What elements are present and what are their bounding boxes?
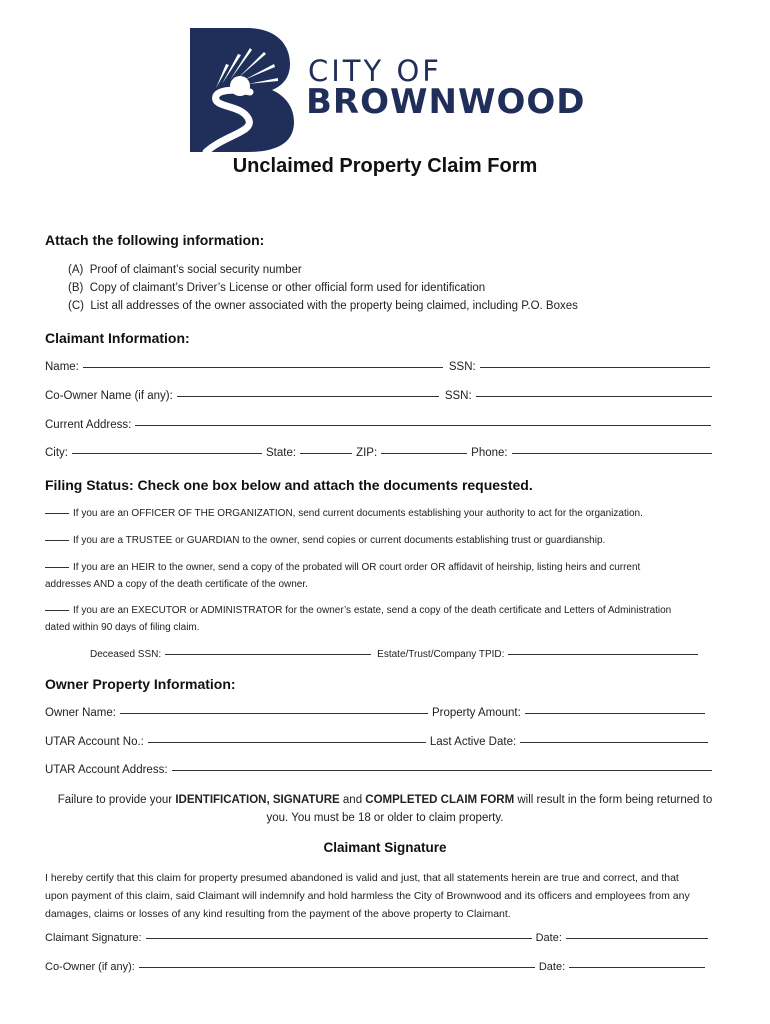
officer-option-text: If you are an OFFICER OF THE ORGANIZATION, send current documents establishing your authority to act for the organization. (73, 508, 643, 519)
owner-name-label: Owner Name: (45, 707, 116, 719)
utar-account-label: UTAR Account No.: (45, 736, 144, 748)
phone-label: Phone: (471, 447, 508, 459)
utar-address-label: UTAR Account Address: (45, 764, 168, 776)
state-label: State: (266, 447, 297, 459)
filing-option-executor (45, 605, 671, 616)
executor-check-field[interactable] (45, 610, 69, 611)
notice-text-post: will result in the form being returned to (514, 794, 713, 806)
property-amount-field[interactable] (525, 713, 705, 714)
deceased-row (90, 649, 702, 660)
logo-brownwood: BROWNWOOD (306, 82, 586, 122)
coowner-date-label: Date: (538, 961, 566, 973)
attach-heading: Attach the following information: (45, 232, 265, 248)
owner-name-field[interactable] (120, 713, 428, 714)
zip-field[interactable] (381, 453, 467, 454)
claimant-heading: Claimant Information: (45, 330, 190, 346)
utar-address-field[interactable] (172, 770, 712, 771)
coowner-row (45, 390, 716, 402)
brownwood-b-icon (186, 24, 306, 154)
deceased-ssn-field[interactable] (165, 654, 371, 655)
filing-option-heir (45, 562, 640, 573)
coowner-signature-label: Co-Owner (if any): (45, 961, 135, 973)
certification-line1: I hereby certify that this claim for property presumed abandoned is valid and just, that all statements herein are true and correct, and that (45, 872, 679, 884)
executor-option-text: If you are an EXECUTOR or ADMINISTRATOR for the owner’s estate, send a copy of the death certificate and Letters of Administration (73, 605, 672, 616)
last-active-label: Last Active Date: (429, 736, 517, 748)
trustee-option-text: If you are a TRUSTEE or GUARDIAN to the owner, send copies or current documents establishing trust or guardianship. (73, 535, 606, 546)
claimant-ssn-field[interactable] (480, 367, 710, 368)
executor-option-line2: dated within 90 days of filing claim. (45, 622, 200, 633)
address-row (45, 419, 715, 431)
claimant-name-label: Name: (45, 361, 79, 373)
tpid-field[interactable] (508, 654, 698, 655)
attach-item-b: (B) Copy of claimant’s Driver’s License or other official form used for identification (68, 282, 486, 294)
claimant-name-field[interactable] (83, 367, 443, 368)
trustee-check-field[interactable] (45, 540, 69, 541)
notice-text-pre: Failure to provide your (57, 794, 176, 806)
officer-check-field[interactable] (45, 513, 69, 514)
coowner-signature-row (45, 961, 709, 973)
notice-line1 (0, 791, 770, 809)
coowner-name-label: Co-Owner Name (if any): (45, 390, 173, 402)
state-field[interactable] (300, 453, 352, 454)
current-address-label: Current Address: (45, 419, 132, 431)
deceased-ssn-label: Deceased SSN: (90, 649, 162, 660)
tpid-label: Estate/Trust/Company TPID: (377, 649, 505, 660)
zip-label: ZIP: (356, 447, 378, 459)
signature-heading: Claimant Signature (323, 840, 447, 855)
filing-option-officer (45, 508, 643, 519)
city-field[interactable] (72, 453, 262, 454)
city-label: City: (45, 447, 68, 459)
owner-heading: Owner Property Information: (45, 676, 236, 692)
claimant-signature-label: Claimant Signature: (45, 932, 142, 944)
attach-item-a: (A) Proof of claimant’s social security number (68, 264, 302, 276)
filing-heading: Filing Status: Check one box below and attach the documents requested. (45, 477, 533, 493)
logo-city-of: CITY OF (308, 54, 442, 88)
filing-option-trustee (45, 535, 605, 546)
current-address-field[interactable] (135, 425, 711, 426)
claimant-ssn-label: SSN: (448, 361, 476, 373)
phone-field[interactable] (512, 453, 712, 454)
utar-account-row (45, 736, 712, 748)
notice-bold-identification: IDENTIFICATION, SIGNATURE (175, 794, 340, 806)
claimant-name-row (45, 361, 714, 373)
notice-text-mid: and (339, 794, 366, 806)
coowner-ssn-field[interactable] (476, 396, 712, 397)
utar-address-row (45, 764, 716, 776)
notice-bold-claim-form: COMPLETED CLAIM FORM (365, 794, 515, 806)
heir-check-field[interactable] (45, 567, 69, 568)
coowner-signature-field[interactable] (139, 967, 535, 968)
city-logo (186, 24, 586, 154)
property-amount-label: Property Amount: (431, 707, 521, 719)
city-row (45, 447, 716, 459)
attach-item-c: (C) List all addresses of the owner associated with the property being claimed, including P.O. Boxes (68, 300, 578, 312)
coowner-name-field[interactable] (177, 396, 439, 397)
heir-option-line2: addresses AND a copy of the death certificate of the owner. (45, 579, 308, 590)
coowner-ssn-label: SSN: (444, 390, 472, 402)
claimant-date-label: Date: (535, 932, 562, 944)
owner-name-row (45, 707, 709, 719)
claimant-signature-row (45, 932, 712, 944)
heir-option-text: If you are an HEIR to the owner, send a copy of the probated will OR court order OR affidavit of heirship, listing heirs and current (73, 562, 641, 573)
claimant-date-field[interactable] (566, 938, 708, 939)
certification-line2: upon payment of this claim, said Claimant will indemnify and hold harmless the City of Brownwood and its officers and employees from any (45, 890, 690, 902)
last-active-field[interactable] (520, 742, 708, 743)
claimant-signature-field[interactable] (146, 938, 532, 939)
utar-account-field[interactable] (148, 742, 426, 743)
notice-line2: you. You must be 18 or older to claim property. (266, 812, 504, 824)
coowner-date-field[interactable] (569, 967, 705, 968)
certification-line3: damages, claims or losses of any kind resulting from the payment of the above property to Claimant. (45, 908, 511, 920)
page-title: Unclaimed Property Claim Form (232, 155, 538, 177)
